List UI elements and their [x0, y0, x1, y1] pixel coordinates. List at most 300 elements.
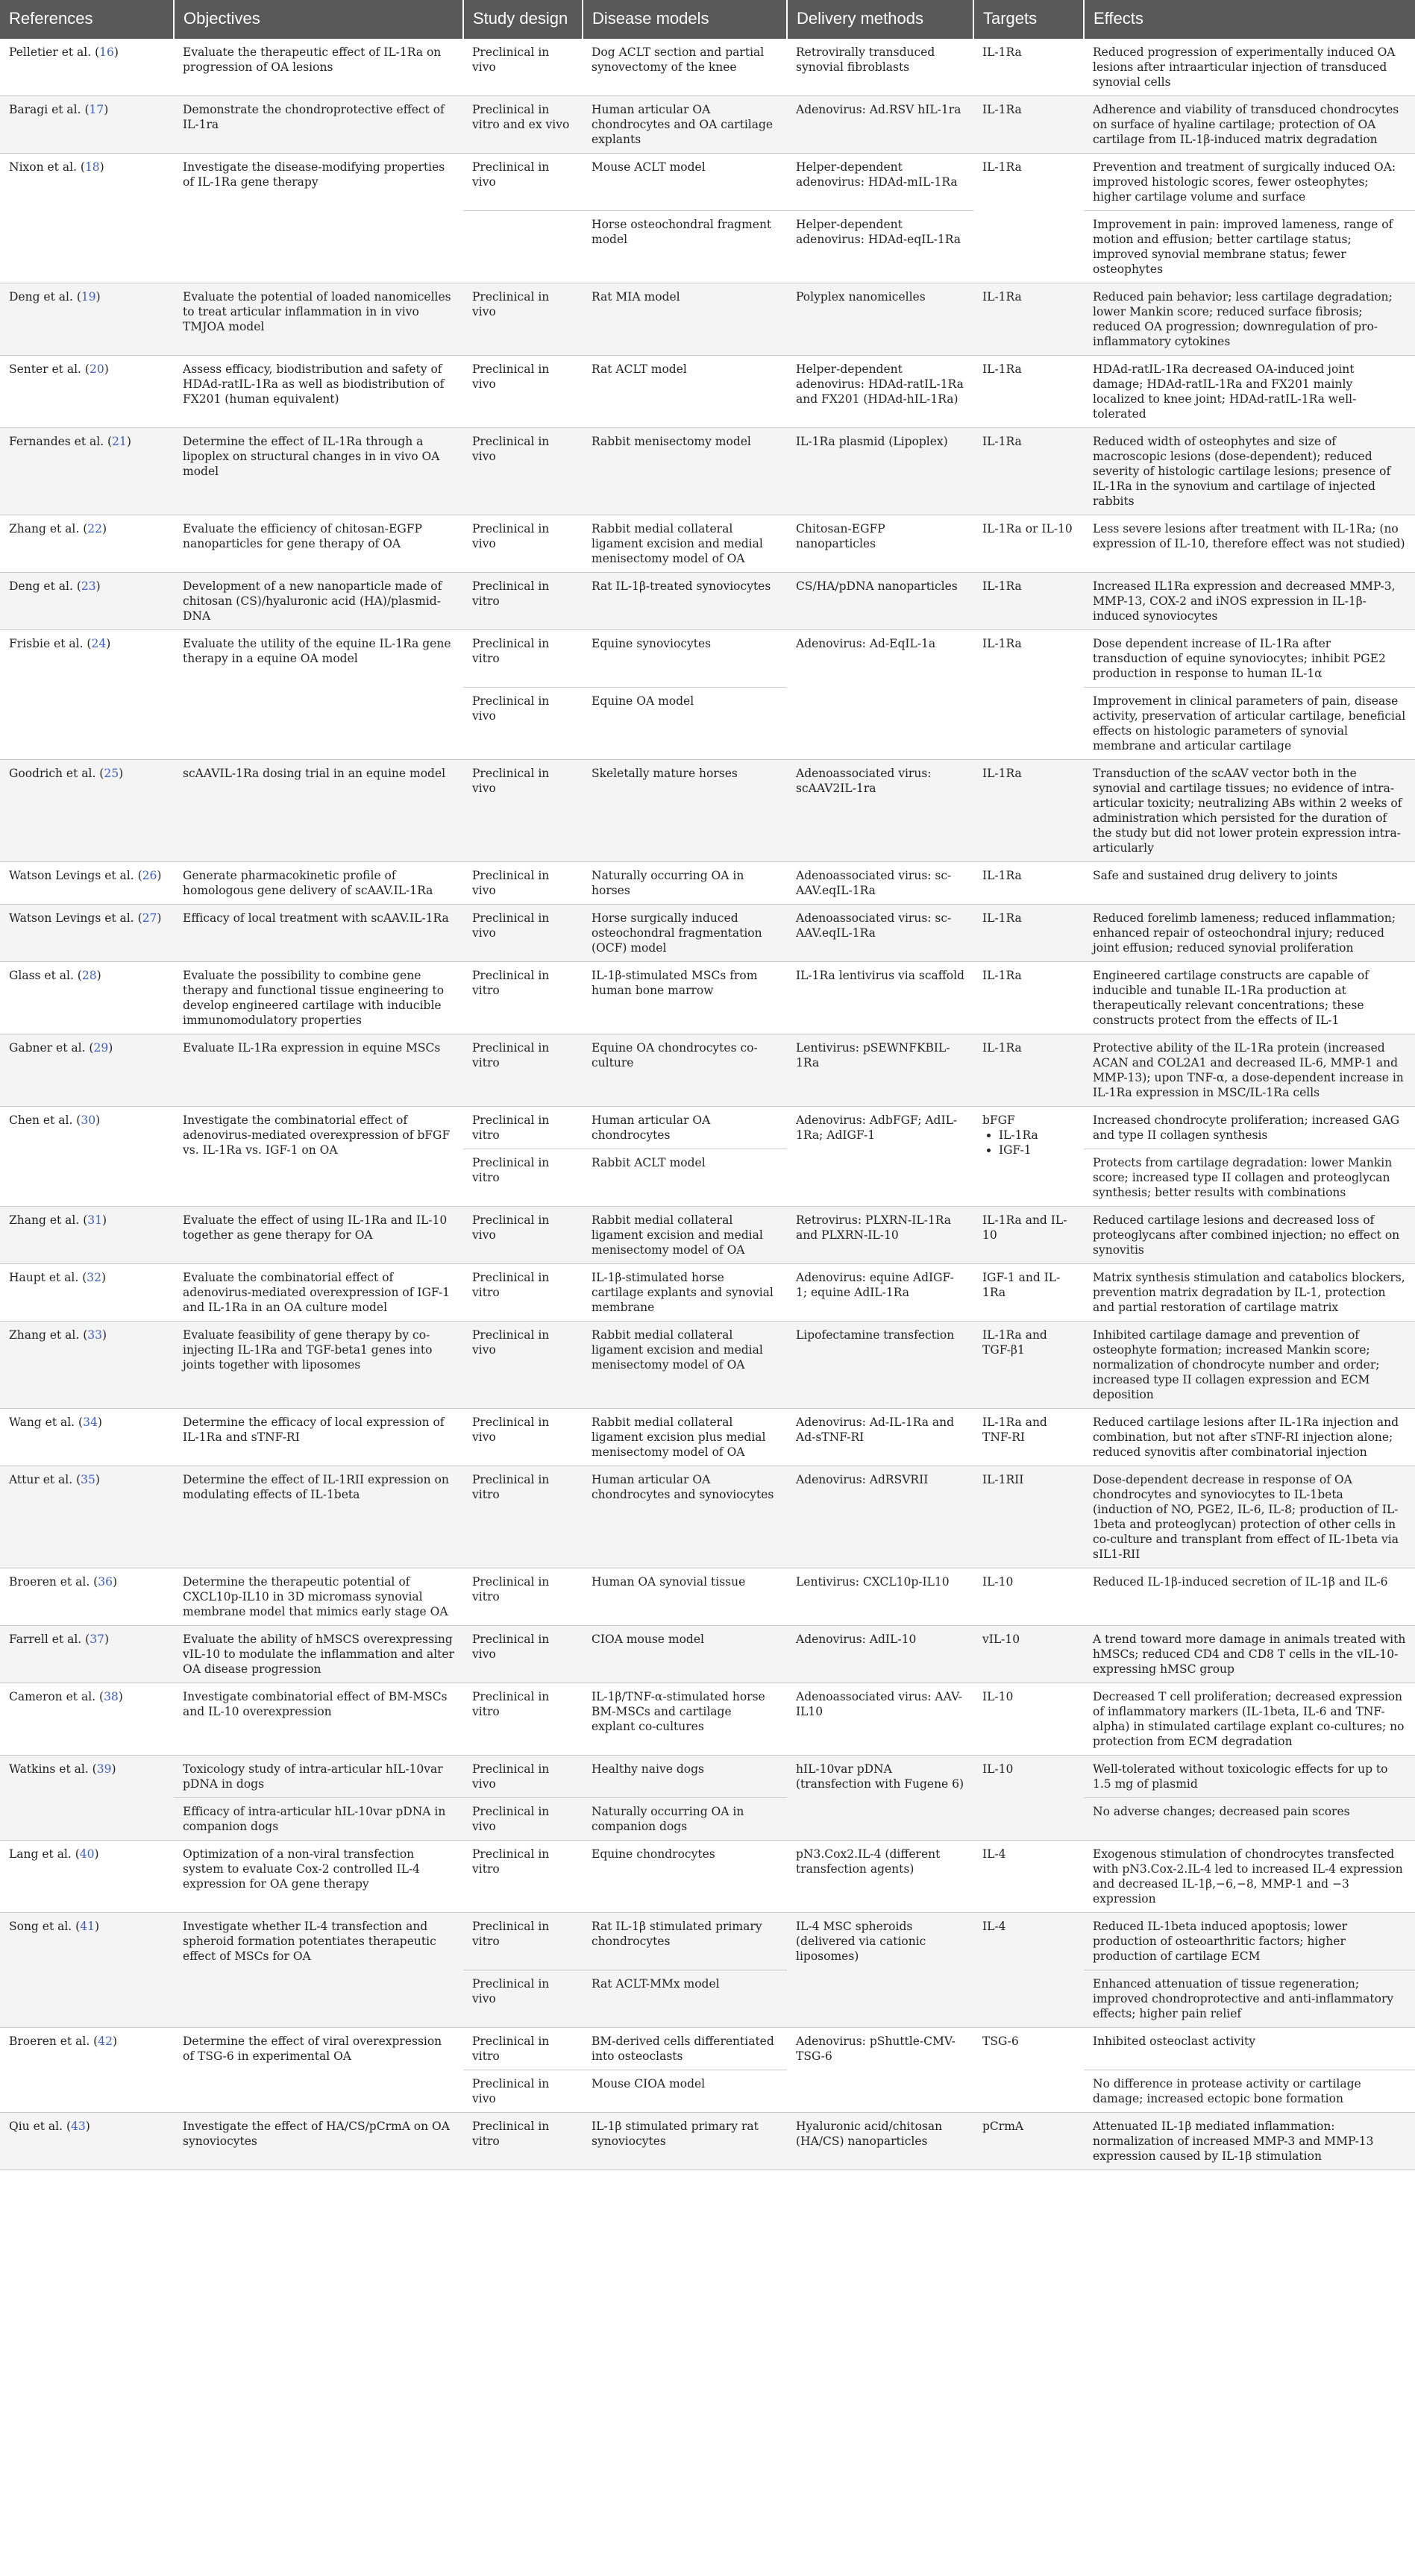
objective-cell: Determine the effect of viral overexpression of TSG-6 in experimental OA: [174, 2028, 463, 2113]
table-row: [0, 1466, 1415, 1568]
effects-cell: Reduced IL-1β-induced secretion of IL-1β and IL-6: [1084, 1568, 1415, 1626]
objective-cell: Determine the efficacy of local expression of IL-1Ra and sTNF-RI: [174, 1409, 463, 1466]
reference-link[interactable]: 32: [87, 1271, 101, 1284]
reference-link[interactable]: 26: [142, 869, 157, 882]
reference-close: ): [126, 435, 131, 448]
delivery-method-cell: Adenovirus: pShuttle-CMV-TSG-6: [787, 2028, 973, 2113]
targets-cell: IL-1RII: [973, 1466, 1084, 1568]
study-design-cell: Preclinical in vitro: [463, 1149, 583, 1207]
targets-cell: IL-1Ra and TNF-RI: [973, 1409, 1084, 1466]
reference-cell: [0, 2113, 174, 2170]
objective-cell: Evaluate feasibility of gene therapy by co-injecting IL-1Ra and TGF-beta1 genes into joints together with liposomes: [174, 1322, 463, 1409]
effects-cell: Inhibited cartilage damage and prevention of osteophyte formation; increased Mankin score; normalization of chondrocyte number and order; increased type II collagen expression and ECM deposition: [1084, 1322, 1415, 1409]
delivery-method-cell: Helper-dependent adenovirus: HDAd-eqIL-1Ra: [787, 211, 973, 283]
table-row: [0, 356, 1415, 428]
reference-close: ): [104, 1633, 110, 1646]
delivery-method-cell: Adenoassociated virus: sc-AAV.eqIL-1Ra: [787, 905, 973, 962]
disease-model-cell: IL-1β stimulated primary rat synoviocytes: [583, 2113, 787, 2170]
study-design-cell: Preclinical in vivo: [463, 154, 583, 211]
targets-cell: IL-1Ra: [973, 39, 1084, 96]
targets-cell: IL-1Ra: [973, 630, 1084, 760]
objective-cell: Evaluate the combinatorial effect of adenovirus-mediated overexpression of IGF-1 and IL-1Ra in an OA culture model: [174, 1264, 463, 1322]
reference-author: Zhang et al. (: [9, 1213, 88, 1227]
header-objectives: Objectives: [174, 0, 463, 39]
effects-cell: No adverse changes; decreased pain scores: [1084, 1798, 1415, 1841]
study-design-cell: Preclinical in vitro: [463, 630, 583, 688]
reference-author: Watson Levings et al. (: [9, 911, 142, 925]
reference-link[interactable]: 29: [93, 1041, 109, 1055]
disease-model-cell: Rat IL-1β-treated synoviocytes: [583, 573, 787, 630]
objective-cell: scAAVIL-1Ra dosing trial in an equine model: [174, 760, 463, 862]
reference-cell: [0, 515, 174, 573]
reference-close: ): [112, 2035, 118, 2048]
delivery-method-cell: Retrovirally transduced synovial fibroblasts: [787, 39, 973, 96]
study-design-cell: Preclinical in vitro: [463, 1264, 583, 1322]
disease-model-cell: Rabbit medial collateral ligament excision and medial menisectomy model of OA: [583, 1207, 787, 1264]
delivery-method-cell: Adenovirus: Ad-EqIL-1a: [787, 630, 973, 760]
targets-cell: IL-10: [973, 1683, 1084, 1756]
targets-cell: IL-10: [973, 1756, 1084, 1841]
study-design-cell: Preclinical in vivo: [463, 356, 583, 428]
reference-close: ): [95, 1113, 101, 1127]
delivery-method-cell: Adenoassociated virus: scAAV2IL-1ra: [787, 760, 973, 862]
reference-close: ): [104, 103, 109, 116]
reference-link[interactable]: 19: [81, 290, 96, 304]
reference-cell: [0, 962, 174, 1034]
table-row: [0, 1264, 1415, 1322]
reference-link[interactable]: 22: [87, 522, 102, 535]
delivery-method-cell: Adenovirus: AdbFGF; AdIL-1Ra; AdIGF-1: [787, 1107, 973, 1207]
targets-cell: IL-1Ra: [973, 428, 1084, 515]
reference-author: Goodrich et al. (: [9, 767, 104, 780]
study-design-cell: Preclinical in vivo: [463, 1322, 583, 1409]
objective-cell: Demonstrate the chondroprotective effect of IL-1ra: [174, 96, 463, 154]
effects-cell: Engineered cartilage constructs are capable of inducible and tunable IL-1Ra production at therapeutically relevant concentrations; these constructs protect from the effects of IL-1: [1084, 962, 1415, 1034]
targets-cell: IL-10: [973, 1568, 1084, 1626]
effects-cell: Improvement in pain: improved lameness, range of motion and effusion; better cartilage status; improved synovial membrane status; fewer osteophytes: [1084, 211, 1415, 283]
table-row: [0, 154, 1415, 211]
reference-author: Broeren et al. (: [9, 1575, 98, 1589]
effects-cell: Dose dependent increase of IL-1Ra after transduction of equine synoviocytes; inhibit PGE2 production in response to human IL-1α: [1084, 630, 1415, 688]
table-row: [0, 39, 1415, 96]
disease-model-cell: Naturally occurring OA in horses: [583, 862, 787, 905]
reference-link[interactable]: 20: [89, 362, 104, 376]
reference-close: ): [85, 2120, 90, 2133]
delivery-method-cell: Lentivirus: pSEWNFKBIL-1Ra: [787, 1034, 973, 1107]
objective-cell: Investigate the combinatorial effect of adenovirus-mediated overexpression of bFGF vs. IL-1Ra vs. IGF-1 on OA: [174, 1107, 463, 1207]
disease-model-cell: Mouse CIOA model: [583, 2070, 787, 2113]
reference-close: ): [106, 637, 111, 650]
targets-cell: pCrmA: [973, 2113, 1084, 2170]
delivery-method-cell: hIL-10var pDNA (transfection with Fugene 6): [787, 1756, 973, 1841]
disease-model-cell: Rat IL-1β stimulated primary chondrocytes: [583, 1913, 787, 1970]
reference-author: Qiu et al. (: [9, 2120, 72, 2133]
delivery-method-cell: Adenovirus: Ad.RSV hIL-1ra: [787, 96, 973, 154]
objective-cell: Evaluate the therapeutic effect of IL-1Ra on progression of OA lesions: [174, 39, 463, 96]
delivery-method-cell: Adenoassociated virus: sc-AAV.eqIL-1Ra: [787, 862, 973, 905]
reference-close: ): [97, 1416, 102, 1429]
objective-cell: Evaluate the ability of hMSCS overexpressing vIL-10 to modulate the inflammation and alter OA disease progression: [174, 1626, 463, 1683]
reference-link[interactable]: 18: [84, 160, 100, 174]
disease-model-cell: Mouse ACLT model: [583, 154, 787, 211]
reference-cell: [0, 862, 174, 905]
effects-cell: Enhanced attenuation of tissue regeneration; improved chondroprotective and anti-inflammatory effects; higher pain relief: [1084, 1970, 1415, 2028]
effects-cell: Attenuated IL-1β mediated inflammation: normalization of increased MMP-3 and MMP-13 expression caused by IL-1β stimulation: [1084, 2113, 1415, 2170]
objective-cell: Evaluate the potential of loaded nanomicelles to treat articular inflammation in in vivo TMJOA model: [174, 283, 463, 356]
disease-model-cell: Human articular OA chondrocytes and synoviocytes: [583, 1466, 787, 1568]
disease-model-cell: Human OA synovial tissue: [583, 1568, 787, 1626]
reference-cell: [0, 96, 174, 154]
targets-cell: IL-4: [973, 1913, 1084, 2028]
targets-cell: IL-1Ra: [973, 962, 1084, 1034]
reference-cell: [0, 1107, 174, 1207]
reference-cell: [0, 573, 174, 630]
table-row: [0, 96, 1415, 154]
table-row: [0, 1207, 1415, 1264]
reference-cell: [0, 2028, 174, 2113]
target-item: • IL-1Ra: [999, 1128, 1075, 1143]
header-study-design: Study design: [463, 0, 583, 39]
reference-cell: [0, 1466, 174, 1568]
reference-cell: [0, 630, 174, 760]
reference-author: Haupt et al. (: [9, 1271, 87, 1284]
reference-close: ): [102, 1213, 107, 1227]
effects-cell: Reduced progression of experimentally induced OA lesions after intraarticular injection of transduced synovial cells: [1084, 39, 1415, 96]
reference-link[interactable]: 39: [96, 1762, 112, 1776]
reference-close: ): [96, 969, 101, 982]
reference-close: ): [95, 290, 101, 304]
disease-model-cell: CIOA mouse model: [583, 1626, 787, 1683]
reference-close: ): [112, 1575, 118, 1589]
effects-cell: Reduced pain behavior; less cartilage degradation; lower Mankin score; reduced surface fibrosis; reduced OA progression; downregulation of pro-inflammatory cytokines: [1084, 283, 1415, 356]
disease-model-cell: Rabbit medial collateral ligament excision and medial menisectomy model of OA: [583, 1322, 787, 1409]
table-row: [0, 1409, 1415, 1466]
study-design-cell: Preclinical in vitro: [463, 573, 583, 630]
reference-cell: [0, 1322, 174, 1409]
reference-link[interactable]: 31: [87, 1213, 102, 1227]
study-design-cell: Preclinical in vivo: [463, 1756, 583, 1798]
table-row: [0, 962, 1415, 1034]
header-delivery-methods: Delivery methods: [787, 0, 973, 39]
delivery-method-cell: CS/HA/pDNA nanoparticles: [787, 573, 973, 630]
study-design-cell: Preclinical in vivo: [463, 515, 583, 573]
reference-link[interactable]: 35: [81, 1473, 95, 1486]
reference-cell: [0, 428, 174, 515]
effects-cell: Inhibited osteoclast activity: [1084, 2028, 1415, 2070]
reference-link[interactable]: 41: [80, 1920, 95, 1933]
targets-cell: IL-1Ra: [973, 573, 1084, 630]
disease-model-cell: Human articular OA chondrocytes: [583, 1107, 787, 1149]
effects-cell: Increased IL1Ra expression and decreased MMP-3, MMP-13, COX-2 and iNOS expression in IL-1β-induced synoviocytes: [1084, 573, 1415, 630]
delivery-method-cell: Helper-dependent adenovirus: HDAd-ratIL-1Ra and FX201 (HDAd-hIL-1Ra): [787, 356, 973, 428]
reference-cell: [0, 1756, 174, 1841]
disease-model-cell: Rabbit medial collateral ligament excision and medial menisectomy model of OA: [583, 515, 787, 573]
study-design-cell: Preclinical in vitro: [463, 1466, 583, 1568]
reference-cell: [0, 1913, 174, 2028]
effects-cell: Reduced forelimb lameness; reduced inflammation; enhanced repair of osteochondral injury; reduced joint effusion; reduced synovial proliferation: [1084, 905, 1415, 962]
reference-author: Deng et al. (: [9, 579, 81, 593]
table-row: [0, 862, 1415, 905]
effects-cell: Protects from cartilage degradation: lower Mankin score; increased type II collagen and proteoglycan synthesis; better results with combinations: [1084, 1149, 1415, 1207]
effects-cell: Transduction of the scAAV vector both in the synovial and cartilage tissues; no evidence of intra-articular toxicity; neutralizing ABs within 2 weeks of administration which persisted for the duration of the study but did not lower protein expression intra-articularly: [1084, 760, 1415, 862]
reference-author: Wang et al. (: [9, 1416, 84, 1429]
study-design-cell: Preclinical in vivo: [463, 428, 583, 515]
objective-cell: Evaluate the possibility to combine gene therapy and functional tissue engineering to develop engineered cartilage with inducible immunomodulatory properties: [174, 962, 463, 1034]
reference-author: Gabner et al. (: [9, 1041, 94, 1055]
objective-cell: Determine the effect of IL-1RII expression on modulating effects of IL-1beta: [174, 1466, 463, 1568]
study-design-cell: [463, 211, 583, 283]
reference-cell: [0, 760, 174, 862]
objective-cell: Evaluate the efficiency of chitosan-EGFP nanoparticles for gene therapy of OA: [174, 515, 463, 573]
effects-cell: Reduced IL-1beta induced apoptosis; lower production of osteoarthritic factors; higher production of cartilage ECM: [1084, 1913, 1415, 1970]
study-design-cell: Preclinical in vivo: [463, 905, 583, 962]
objective-cell: Toxicology study of intra-articular hIL-10var pDNA in dogs: [174, 1756, 463, 1798]
header-disease-models: Disease models: [583, 0, 787, 39]
objective-cell: Efficacy of intra-articular hIL-10var pDNA in companion dogs: [174, 1798, 463, 1841]
targets-cell: IL-1Ra and TGF-β1: [973, 1322, 1084, 1409]
reference-link[interactable]: 40: [79, 1847, 95, 1861]
disease-model-cell: Rat ACLT model: [583, 356, 787, 428]
reference-link[interactable]: 25: [104, 767, 119, 780]
reference-author: Glass et al. (: [9, 969, 82, 982]
reference-cell: [0, 1034, 174, 1107]
reference-link[interactable]: 36: [98, 1575, 113, 1589]
reference-close: ): [157, 911, 162, 925]
reference-author: Pelletier et al. (: [9, 45, 100, 59]
reference-link[interactable]: 43: [71, 2120, 86, 2133]
delivery-method-cell: Adenovirus: AdIL-10: [787, 1626, 973, 1683]
objective-cell: Investigate combinatorial effect of BM-MSCs and IL-10 overexpression: [174, 1683, 463, 1756]
reference-cell: [0, 1683, 174, 1756]
effects-cell: Prevention and treatment of surgically induced OA: improved histologic scores, fewer osteophytes; higher cartilage volume and surface: [1084, 154, 1415, 211]
effects-cell: Well-tolerated without toxicologic effects for up to 1.5 mg of plasmid: [1084, 1756, 1415, 1798]
disease-model-cell: Rabbit medial collateral ligament excision plus medial menisectomy model of OA: [583, 1409, 787, 1466]
disease-model-cell: Healthy naive dogs: [583, 1756, 787, 1798]
table-row: [0, 760, 1415, 862]
reference-author: Song et al. (: [9, 1920, 81, 1933]
study-design-cell: Preclinical in vitro: [463, 1683, 583, 1756]
reference-close: ): [95, 579, 101, 593]
study-design-cell: Preclinical in vivo: [463, 39, 583, 96]
study-design-cell: Preclinical in vivo: [463, 1798, 583, 1841]
reference-link[interactable]: 21: [112, 435, 127, 448]
delivery-method-cell: IL-4 MSC spheroids (delivered via cationic liposomes): [787, 1913, 973, 2028]
reference-author: Chen et al. (: [9, 1113, 81, 1127]
effects-cell: Dose-dependent decrease in response of OA chondrocytes and synoviocytes to IL-1beta (induction of NO, PGE2, IL-6, IL-8; production of IL-1beta and proteoglycan) protection of other cells in co-culture and transplant from effect of IL-1beta via sIL1-RII: [1084, 1466, 1415, 1568]
study-design-cell: Preclinical in vitro and ex vivo: [463, 96, 583, 154]
study-design-cell: Preclinical in vivo: [463, 2070, 583, 2113]
reference-author: Frisbie et al. (: [9, 637, 92, 650]
reference-author: Attur et al. (: [9, 1473, 81, 1486]
delivery-method-cell: Lentivirus: CXCL10p-IL10: [787, 1568, 973, 1626]
objective-cell: Investigate whether IL-4 transfection and spheroid formation potentiates therapeutic effect of MSCs for OA: [174, 1913, 463, 2028]
reference-link[interactable]: 23: [81, 579, 96, 593]
objective-cell: Investigate the effect of HA/CS/pCrmA on OA synoviocytes: [174, 2113, 463, 2170]
objective-cell: Generate pharmacokinetic profile of homologous gene delivery of scAAV.IL-1Ra: [174, 862, 463, 905]
table-row: [0, 1683, 1415, 1756]
reference-author: Fernandes et al. (: [9, 435, 113, 448]
reference-close: ): [111, 1762, 116, 1776]
targets-cell: vIL-10: [973, 1626, 1084, 1683]
reference-author: Watkins et al. (: [9, 1762, 97, 1776]
reference-cell: [0, 356, 174, 428]
table-body: [0, 39, 1415, 2170]
targets-cell: bFGF • IL-1Ra • IGF-1: [973, 1107, 1084, 1207]
delivery-method-cell: Polyplex nanomicelles: [787, 283, 973, 356]
reference-cell: [0, 1568, 174, 1626]
table-row: [0, 573, 1415, 630]
table-row: [0, 515, 1415, 573]
disease-model-cell: Dog ACLT section and partial synovectomy of the knee: [583, 39, 787, 96]
targets-cell: TSG-6: [973, 2028, 1084, 2113]
disease-model-cell: Skeletally mature horses: [583, 760, 787, 862]
table-row: [0, 1322, 1415, 1409]
reference-cell: [0, 1264, 174, 1322]
disease-model-cell: Human articular OA chondrocytes and OA cartilage explants: [583, 96, 787, 154]
reference-link[interactable]: 38: [104, 1690, 119, 1703]
delivery-method-cell: Chitosan-EGFP nanoparticles: [787, 515, 973, 573]
reference-cell: [0, 905, 174, 962]
effects-cell: Safe and sustained drug delivery to joints: [1084, 862, 1415, 905]
targets-cell: IL-1Ra and IL-10: [973, 1207, 1084, 1264]
reference-cell: [0, 39, 174, 96]
reference-link[interactable]: 28: [81, 969, 97, 982]
reference-cell: [0, 1841, 174, 1913]
reference-link[interactable]: 34: [83, 1416, 98, 1429]
disease-model-cell: Equine synoviocytes: [583, 630, 787, 688]
reference-link[interactable]: 16: [99, 45, 114, 59]
study-design-cell: Preclinical in vitro: [463, 1568, 583, 1626]
reference-close: ): [102, 522, 107, 535]
table-row: [0, 1107, 1415, 1149]
study-design-cell: Preclinical in vitro: [463, 1913, 583, 1970]
disease-model-cell: IL-1β-stimulated horse cartilage explants and synovial membrane: [583, 1264, 787, 1322]
study-design-cell: Preclinical in vivo: [463, 862, 583, 905]
disease-model-cell: Rabbit ACLT model: [583, 1149, 787, 1207]
delivery-method-cell: Helper-dependent adenovirus: HDAd-mIL-1Ra: [787, 154, 973, 211]
reference-close: ): [104, 362, 109, 376]
reference-author: Zhang et al. (: [9, 1328, 88, 1342]
disease-model-cell: Rabbit menisectomy model: [583, 428, 787, 515]
effects-cell: Adherence and viability of transduced chondrocytes on surface of hyaline cartilage; protection of OA cartilage from IL-1β-induced matrix degradation: [1084, 96, 1415, 154]
table-row: [0, 283, 1415, 356]
objective-cell: Efficacy of local treatment with scAAV.IL-1Ra: [174, 905, 463, 962]
table-row: [0, 2113, 1415, 2170]
reference-close: ): [108, 1041, 113, 1055]
reference-link[interactable]: 24: [91, 637, 107, 650]
table-row: [0, 1568, 1415, 1626]
objective-cell: Development of a new nanoparticle made of chitosan (CS)/hyaluronic acid (HA)/plasmid-DNA: [174, 573, 463, 630]
reference-author: Broeren et al. (: [9, 2035, 98, 2048]
reference-author: Cameron et al. (: [9, 1690, 104, 1703]
disease-model-cell: Naturally occurring OA in companion dogs: [583, 1798, 787, 1841]
delivery-method-cell: IL-1Ra lentivirus via scaffold: [787, 962, 973, 1034]
objective-cell: Evaluate the utility of the equine IL-1Ra gene therapy in a equine OA model: [174, 630, 463, 760]
disease-model-cell: Equine chondrocytes: [583, 1841, 787, 1913]
targets-cell: IL-1Ra: [973, 1034, 1084, 1107]
study-design-cell: Preclinical in vitro: [463, 1034, 583, 1107]
objective-cell: Determine the therapeutic potential of CXCL10p-IL10 in 3D micromass synovial membrane model that mimics early stage OA: [174, 1568, 463, 1626]
study-design-cell: Preclinical in vitro: [463, 962, 583, 1034]
reference-link[interactable]: 33: [87, 1328, 102, 1342]
targets-cell: IL-1Ra or IL-10: [973, 515, 1084, 573]
table-row: [0, 1034, 1415, 1107]
reference-author: Farrell et al. (: [9, 1633, 90, 1646]
delivery-method-cell: pN3.Cox2.IL-4 (different transfection agents): [787, 1841, 973, 1913]
reference-link[interactable]: 27: [142, 911, 157, 925]
effects-cell: A trend toward more damage in animals treated with hMSCs; reduced CD4 and CD8 T cells in the vIL-10-expressing hMSC group: [1084, 1626, 1415, 1683]
reference-close: ): [99, 160, 104, 174]
table-row: [0, 1841, 1415, 1913]
reference-author: Zhang et al. (: [9, 522, 88, 535]
study-design-cell: Preclinical in vivo: [463, 283, 583, 356]
reference-link[interactable]: 37: [90, 1633, 104, 1646]
reference-close: ): [118, 1690, 123, 1703]
targets-cell: IL-1Ra: [973, 96, 1084, 154]
reference-author: Senter et al. (: [9, 362, 90, 376]
study-design-cell: Preclinical in vivo: [463, 1626, 583, 1683]
table-row: [0, 1756, 1415, 1798]
study-design-cell: Preclinical in vitro: [463, 2113, 583, 2170]
reference-link[interactable]: 30: [81, 1113, 96, 1127]
disease-model-cell: Rat MIA model: [583, 283, 787, 356]
effects-cell: Matrix synthesis stimulation and catabolics blockers, prevention matrix degradation by IL-1, protection and partial restoration of cartilage matrix: [1084, 1264, 1415, 1322]
delivery-method-cell: IL-1Ra plasmid (Lipoplex): [787, 428, 973, 515]
targets-cell: IL-1Ra: [973, 905, 1084, 962]
table-row: [0, 428, 1415, 515]
table-row: [0, 1913, 1415, 1970]
header-targets: Targets: [973, 0, 1084, 39]
objective-cell: Assess efficacy, biodistribution and safety of HDAd-ratIL-1Ra as well as biodistribution of FX201 (human equivalent): [174, 356, 463, 428]
delivery-method-cell: Retrovirus: PLXRN-IL-1Ra and PLXRN-IL-10: [787, 1207, 973, 1264]
delivery-method-cell: Adenovirus: Ad-IL-1Ra and Ad-sTNF-RI: [787, 1409, 973, 1466]
delivery-method-cell: Adenovirus: AdRSVRII: [787, 1466, 973, 1568]
effects-cell: Reduced cartilage lesions and decreased loss of proteoglycans after combined injection; no effect on synovitis: [1084, 1207, 1415, 1264]
reference-close: ): [94, 1847, 99, 1861]
reference-link[interactable]: 17: [89, 103, 104, 116]
targets-cell: IL-1Ra: [973, 356, 1084, 428]
reference-cell: [0, 1626, 174, 1683]
effects-cell: Reduced width of osteophytes and size of macroscopic lesions (dose-dependent); reduced severity of histologic cartilage lesions; presence of IL-1Ra in the synovium and cartilage of injected rabbits: [1084, 428, 1415, 515]
reference-link[interactable]: 42: [98, 2035, 113, 2048]
disease-model-cell: IL-1β/TNF-α-stimulated horse BM-MSCs and cartilage explant co-cultures: [583, 1683, 787, 1756]
reference-cell: [0, 1409, 174, 1466]
effects-cell: Improvement in clinical parameters of pain, disease activity, preservation of articular cartilage, beneficial effects on histologic parameters of synovial membrane and articular cartilage: [1084, 688, 1415, 760]
objective-cell: Determine the effect of IL-1Ra through a lipoplex on structural changes in in vivo OA model: [174, 428, 463, 515]
reference-author: Baragi et al. (: [9, 103, 90, 116]
targets-cell: IL-1Ra: [973, 283, 1084, 356]
study-design-cell: Preclinical in vitro: [463, 2028, 583, 2070]
study-design-cell: Preclinical in vitro: [463, 1107, 583, 1149]
study-design-cell: Preclinical in vivo: [463, 760, 583, 862]
reference-author: Nixon et al. (: [9, 160, 85, 174]
effects-cell: Protective ability of the IL-1Ra protein (increased ACAN and COL2A1 and decreased IL-6, MMP-1 and MMP-13); upon TNF-α, a dose-dependent increase in IL-1Ra expression in MSC/IL-1Ra cells: [1084, 1034, 1415, 1107]
disease-model-cell: Rat ACLT-MMx model: [583, 1970, 787, 2028]
reference-close: ): [113, 45, 119, 59]
effects-cell: HDAd-ratIL-1Ra decreased OA-induced joint damage; HDAd-ratIL-1Ra and FX201 mainly localized to knee joint; HDAd-ratIL-1Ra well-tolerated: [1084, 356, 1415, 428]
reference-cell: [0, 1207, 174, 1264]
delivery-method-cell: Adenovirus: equine AdIGF-1; equine AdIL-1Ra: [787, 1264, 973, 1322]
study-design-cell: Preclinical in vivo: [463, 1409, 583, 1466]
study-design-cell: Preclinical in vitro: [463, 1841, 583, 1913]
reference-close: ): [94, 1920, 100, 1933]
objective-cell: Optimization of a non-viral transfection system to evaluate Cox-2 controlled IL-4 expression for OA gene therapy: [174, 1841, 463, 1913]
effects-cell: Less severe lesions after treatment with IL-1Ra; (no expression of IL-10, therefore effect was not studied): [1084, 515, 1415, 573]
disease-model-cell: Horse osteochondral fragment model: [583, 211, 787, 283]
disease-model-cell: Equine OA model: [583, 688, 787, 760]
effects-cell: No difference in protease activity or cartilage damage; increased ectopic bone formation: [1084, 2070, 1415, 2113]
targets-cell: IL-1Ra: [973, 154, 1084, 283]
